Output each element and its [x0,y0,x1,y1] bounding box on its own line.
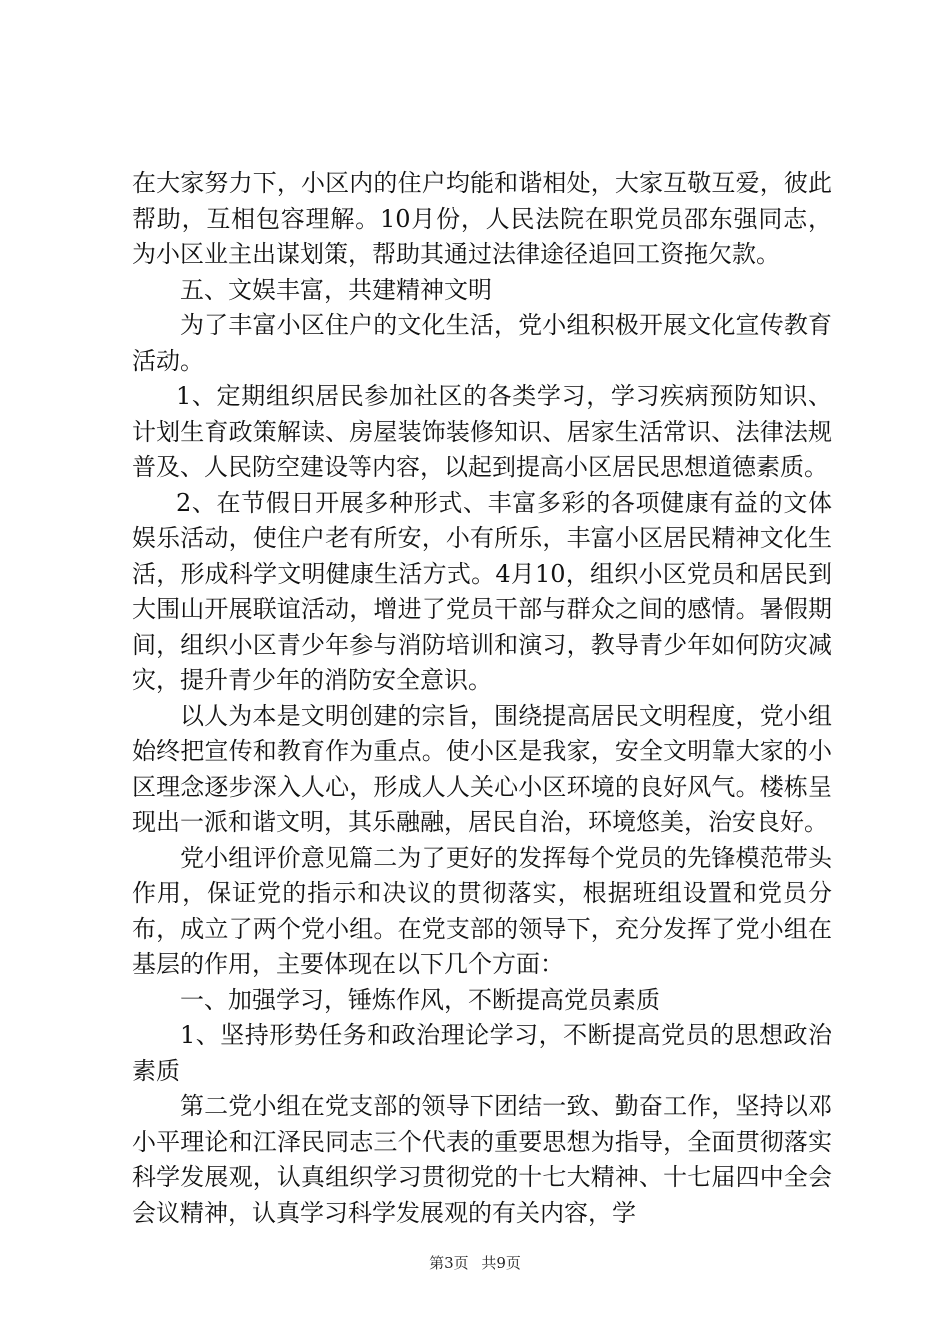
list-item-one: 1、定期组织居民参加社区的各类学习，学习疾病预防知识、计划生育政策解读、房屋装饰装修知识、居家生活常识、法律法规普及、人民防空建设等内容，以起到提高小区居民思想道德素质。 [132,382,832,481]
list-item-study: 1、坚持形势任务和政治理论学习，不断提高党员的思想政治素质 [132,1021,832,1085]
page-number: 第3页 [429,1254,469,1272]
paragraph-second-group: 第二党小组在党支部的领导下团结一致、勤奋工作，坚持以邓小平理论和江泽民同志三个代表的重要思想为指导，全面贯彻落实科学发展观，认真组织学习贯彻党的十七大精神、十七届四中全会会议精神，认真学习科学发展观的有关内容，学 [132,1092,832,1227]
list-item-two: 2、在节假日开展多种形式、丰富多彩的各项健康有益的文体娱乐活动，使住户老有所安，小有所乐，丰富小区居民精神文化生活，形成科学文明健康生活方式。4月10，组织小区党员和居民到大围山开展联谊活动，增进了党员干部与群众之间的感情。暑假期间，组织小区青少年参与消防培训和演习，教导青少年如何防灾减灾，提升青少年的消防安全意识。 [132,488,832,694]
page-total: 共9页 [481,1254,521,1272]
section-heading-one: 一、加强学习，锤炼作风，不断提高党员素质 [180,985,660,1014]
section-heading-five: 五、文娱丰富，共建精神文明 [180,275,492,304]
page-footer [0,1252,950,1273]
document-body [132,166,832,1231]
paragraph-people-oriented: 以人为本是文明创建的宗旨，围绕提高居民文明程度，党小组始终把宣传和教育作为重点。使小区是我家，安全文明靠大家的小区理念逐步深入人心，形成人人关心小区环境的良好风气。楼栋呈现出一派和谐文明，其乐融融，居民自治，环境悠美，治安良好。 [132,701,832,836]
paragraph-culture-intro: 为了丰富小区住户的文化生活，党小组积极开展文化宣传教育活动。 [132,311,832,375]
paragraph-intro-continued: 在大家努力下，小区内的住户均能和谐相处，大家互敬互爱，彼此帮助，互相包容理解。10月份，人民法院在职党员邵东强同志，为小区业主出谋划策，帮助其通过法律途径追回工资拖欠款。 [132,169,832,268]
paragraph-article-two-intro: 党小组评价意见篇二为了更好的发挥每个党员的先锋模范带头作用，保证党的指示和决议的贯彻落实，根据班组设置和党员分布，成立了两个党小组。在党支部的领导下，充分发挥了党小组在基层的作用，主要体现在以下几个方面： [132,843,832,978]
